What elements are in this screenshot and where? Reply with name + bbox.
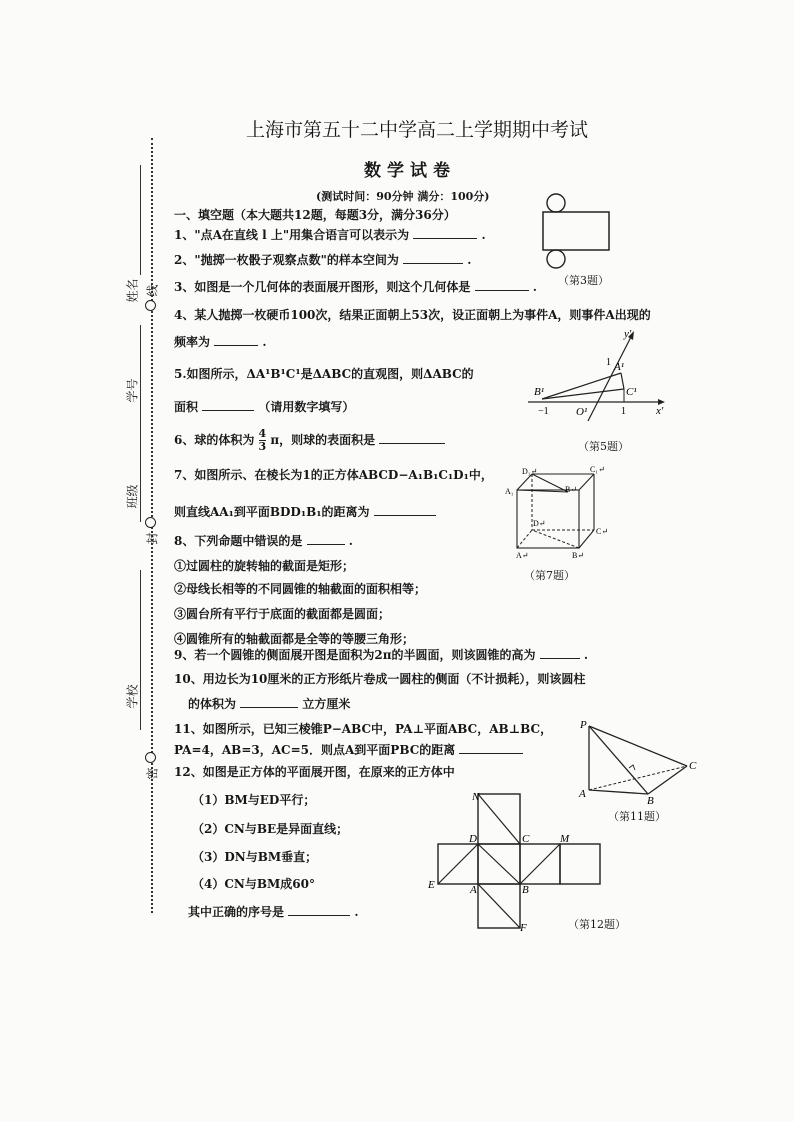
question-2: [174, 251, 471, 268]
fig7-edge-BC: [579, 530, 594, 548]
fig7-edge-A1D1: [517, 474, 532, 490]
q1-end: .: [481, 228, 486, 242]
answer-blank-3[interactable]: [475, 279, 529, 291]
seal-char: 封: [145, 532, 160, 545]
fig12-diag-DB: [478, 844, 520, 884]
answer-blank-10[interactable]: [240, 696, 298, 708]
q12-option-2: （2）CN与BE是异面直线；: [192, 822, 349, 836]
question-11-line2: [174, 741, 523, 758]
q12-end-dot: .: [354, 905, 359, 919]
fig11-edge-PC: [589, 726, 687, 766]
q8-option-3: ③圆台所有平行于底面的截面都是圆面；: [174, 607, 391, 621]
fig5-label-B: B¹: [534, 386, 545, 398]
q12-end-text: 其中正确的序号是: [188, 905, 285, 919]
exam-meta: (测试时间：90分钟 满分：100分): [316, 190, 490, 203]
secret-char: 密: [145, 767, 160, 780]
q5-text: 面积: [174, 400, 199, 414]
q8-option-1: ①过圆柱的旋转轴的截面是矩形；: [174, 559, 355, 573]
fig3-caption: （第3题）: [558, 274, 609, 287]
answer-blank-2[interactable]: [403, 252, 463, 264]
fig12-diag-BM: [520, 844, 560, 884]
fig11-label-B: B: [647, 795, 654, 807]
answer-blank-6[interactable]: [379, 432, 445, 444]
question-5-line1: 5.如图所示，ΔA¹B¹C¹是ΔABC的直观图，则ΔABC的: [174, 367, 474, 381]
fig12-label-B: B: [522, 884, 529, 896]
q3-text: 3、如图是一个几何体的表面展开图形，则这个几何体是: [174, 280, 471, 294]
q2-end: .: [467, 253, 472, 267]
fig5-label-C: C¹: [626, 386, 637, 398]
question-3: [174, 278, 537, 295]
fig7-label-D: D↵: [533, 519, 546, 528]
fig12-label-A: A: [470, 884, 477, 896]
question-11-line1: 11、如图所示，已知三棱锥P−ABC中，PA⊥平面ABC，AB⊥BC，: [174, 722, 553, 736]
fig11-edge-AC: [589, 766, 687, 790]
question-10-line1: 10、用边长为10厘米的正方形纸片卷成一圆柱的侧面（不计损耗），则该圆柱: [174, 672, 586, 686]
q12-option-4: （4）CN与BM成60°: [192, 877, 315, 891]
question-5-line2: [174, 398, 354, 415]
q6-numerator: 4: [258, 427, 267, 440]
fig5-label-A: A¹: [614, 361, 625, 373]
school-label: 学校: [125, 684, 140, 709]
answer-blank-4[interactable]: [214, 334, 258, 346]
student-no-label: 学号: [125, 378, 140, 403]
question-1: [174, 226, 486, 243]
q3-end: .: [532, 280, 537, 294]
fig11-edge-BC: [648, 766, 687, 794]
line-char: 线: [145, 284, 160, 297]
q9-end: .: [583, 648, 589, 662]
q10-text-b: 立方厘米: [302, 697, 351, 711]
exam-subtitle: 数学试卷: [364, 161, 456, 181]
q12-option-3: （3）DN与BM垂直；: [192, 850, 318, 864]
fig12-label-M: M: [560, 833, 570, 845]
fig5-label-one-x: 1: [621, 406, 626, 417]
figure-5-oblique-view: [520, 325, 670, 425]
fig7-caption: （第7题）: [524, 569, 575, 582]
binding-circle-3: [145, 752, 156, 763]
fig5-label-y: y': [624, 328, 632, 340]
fig3-bottom-circle: [547, 250, 565, 268]
q6-fraction: [259, 428, 267, 453]
fig5-label-one-y: 1: [606, 357, 611, 368]
answer-blank-9[interactable]: [540, 647, 580, 659]
fig5-side-BC: [542, 389, 624, 399]
fig3-top-circle: [547, 194, 565, 212]
name-label: 姓名: [125, 278, 140, 303]
fig11-label-C: C: [689, 760, 697, 772]
fig12-label-E: E: [428, 879, 435, 891]
exam-title: 上海市第五十二中学高二上学期期中考试: [246, 119, 589, 141]
q6-denominator: 3: [258, 440, 267, 453]
q12-option-1: （1）BM与ED平行；: [192, 793, 316, 807]
fig7-edge-AD: [517, 530, 532, 548]
fig7-label-D1: D₁↵: [522, 467, 538, 476]
class-label: 班级: [125, 484, 140, 509]
question-8: [174, 532, 353, 549]
fig12-label-F: F: [520, 922, 527, 932]
q8-text: 8、下列命题中错误的是: [174, 534, 303, 548]
q10-text-a: 的体积为: [188, 697, 237, 711]
fig12-caption: （第12题）: [568, 918, 626, 931]
question-4-line1: 4、某人抛掷一枚硬币100次，结果正面朝上53次，设正面朝上为事件A，则事件A出现的: [174, 308, 651, 322]
fig12-label-C: C: [522, 833, 530, 845]
fig12-diag-NC: [478, 794, 520, 844]
binding-circle-1: [145, 300, 156, 311]
q1-text: 1、"点A在直线 l 上"用集合语言可以表示为: [174, 228, 410, 242]
figure-7-cube: [502, 462, 620, 562]
question-10-line2: [188, 695, 350, 712]
fig5-side-AC: [621, 373, 624, 389]
fig5-label-O: O¹: [576, 406, 588, 418]
fig5-side-BA: [542, 373, 621, 399]
fig12-label-D: D: [469, 833, 477, 845]
fig11-caption: （第11题）: [608, 810, 666, 823]
question-7-line1: 7、如图所示、在棱长为1的正方体ABCD−A₁B₁C₁D₁中，: [174, 468, 493, 482]
question-9: [174, 646, 588, 663]
q6-text-b: π，则球的表面积是: [270, 433, 376, 447]
q8-end: .: [348, 534, 353, 548]
fig11-edge-PB: [589, 726, 648, 794]
answer-blank-11[interactable]: [459, 742, 523, 754]
fig7-label-C1: C₁↵: [590, 465, 605, 474]
q4-text: 频率为: [174, 335, 211, 349]
fig7-edge-B1C1: [579, 474, 594, 490]
question-12: 12、如图是正方体的平面展开图，在原来的正方体中: [174, 765, 455, 779]
fig12-diag-AF: [478, 884, 520, 928]
fig7-label-A: A↵: [516, 551, 529, 560]
answer-blank-1[interactable]: [413, 227, 477, 239]
fig7-label-B: B↵: [565, 485, 578, 494]
fig7-label-B-bottom: B↵: [572, 551, 585, 560]
answer-blank-7[interactable]: [374, 504, 436, 516]
q2-text: 2、"抛掷一枚骰子观察点数"的样本空间为: [174, 253, 399, 267]
q8-option-4: ④圆锥所有的轴截面都是全等的等腰三角形；: [174, 632, 415, 646]
question-6: [174, 428, 445, 453]
q6-text-a: 6、球的体积为: [174, 433, 255, 447]
fig7-label-A1: A₁: [505, 487, 514, 496]
fig7-front-face: [517, 490, 579, 548]
fig12-diag-DE: [438, 844, 478, 884]
fig12-row-square-4: [560, 844, 600, 884]
fig7-diag-BD: [532, 530, 579, 548]
fig11-label-A: A: [579, 788, 586, 800]
fig7-label-C: C↵: [596, 527, 609, 536]
fig11-label-P: P: [580, 719, 587, 731]
fig5-label-x: x': [656, 405, 664, 417]
figure-3-cylinder-net: [538, 188, 618, 270]
binding-circle-2: [145, 517, 156, 528]
question-7-line2: [174, 503, 436, 520]
q4-end: .: [262, 335, 267, 349]
section-heading: 一、填空题（本大题共12题，每题3分，满分36分）: [174, 208, 456, 222]
answer-blank-12[interactable]: [288, 904, 350, 916]
fig5-caption: （第5题）: [578, 440, 629, 453]
q9-text: 9、若一个圆锥的侧面展开图是面积为2π的半圆面，则该圆锥的高为: [174, 648, 536, 662]
q8-option-2: ②母线长相等的不同圆锥的轴截面的面积相等；: [174, 582, 427, 596]
fig5-label-neg1: −1: [538, 406, 549, 417]
fig12-label-N: N: [472, 791, 480, 803]
fig7-diag-D1B: [532, 474, 568, 492]
q5-note: （请用数字填写）: [258, 400, 355, 414]
fig11-right-angle-mark: [629, 765, 635, 770]
answer-blank-5[interactable]: [202, 399, 254, 411]
question-4-line2: [174, 333, 267, 350]
figure-12-cube-net: [426, 790, 606, 932]
q7-text: 则直线AA₁到平面BDD₁B₁的距离为: [174, 505, 370, 519]
q12-answer-line: [188, 903, 359, 920]
answer-blank-8[interactable]: [307, 533, 345, 545]
name-rule: [140, 165, 141, 275]
fig3-rectangle: [543, 212, 609, 250]
q11-text: PA=4，AB=3，AC=5．则点A到平面PBC的距离: [174, 743, 456, 757]
